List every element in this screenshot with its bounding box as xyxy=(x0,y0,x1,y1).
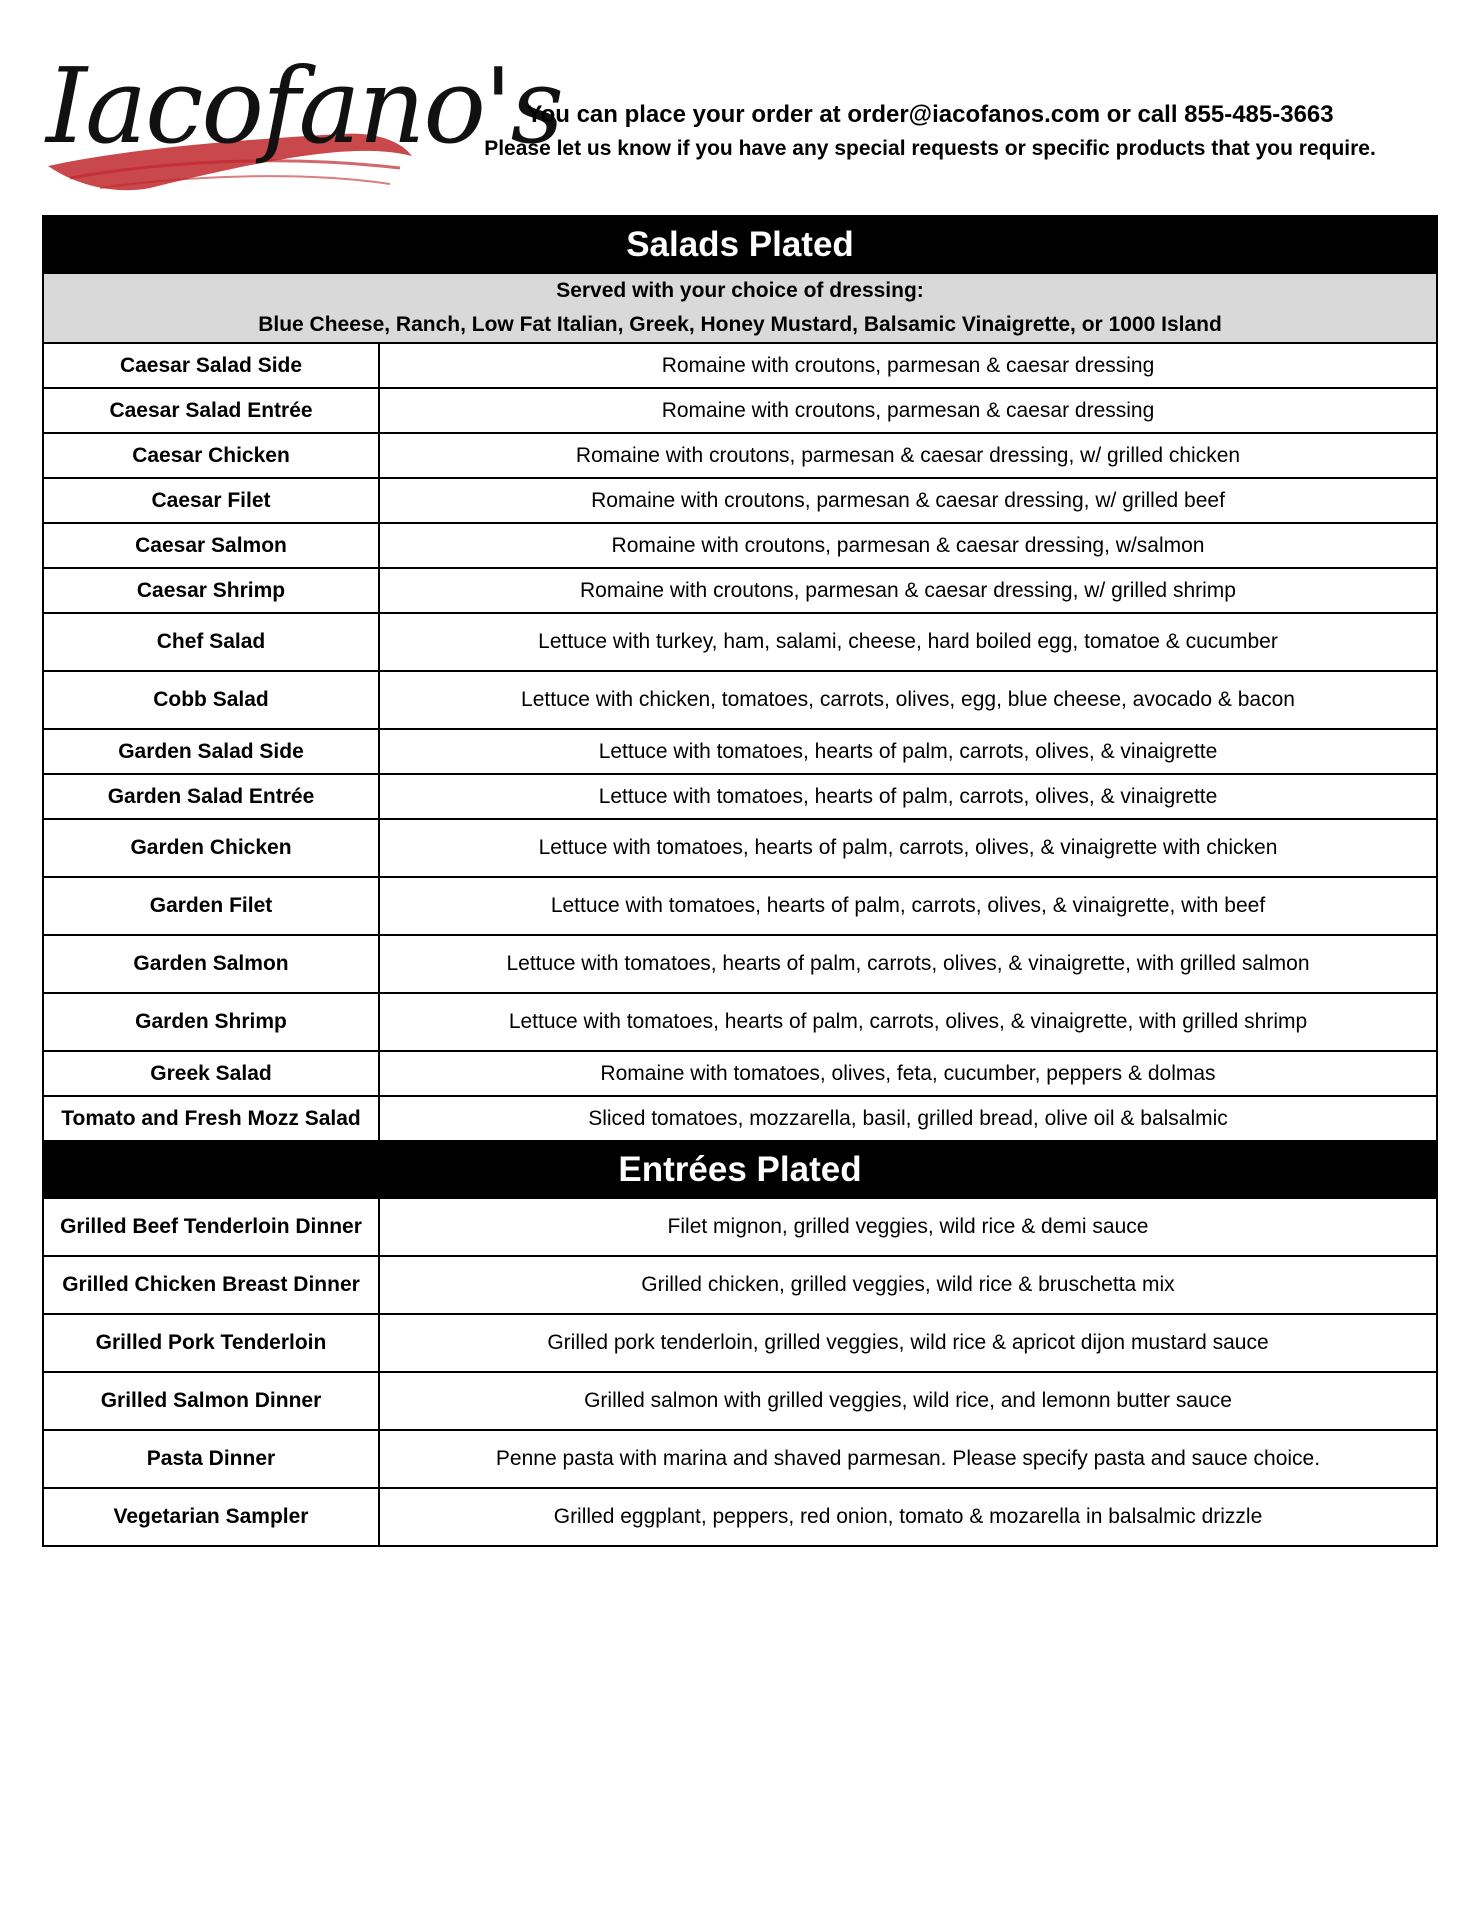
item-name: Vegetarian Sampler xyxy=(43,1488,379,1546)
item-name: Cobb Salad xyxy=(43,671,379,729)
menu-row xyxy=(43,613,1437,671)
item-name: Caesar Salad Side xyxy=(43,343,379,388)
item-name: Pasta Dinner xyxy=(43,1430,379,1488)
item-description: Lettuce with tomatoes, hearts of palm, carrots, olives, & vinaigrette, with beef xyxy=(379,877,1437,935)
contact-order-line: You can place your order at order@iacofanos.com or call 855-485-3663 xyxy=(526,101,1334,128)
menu-row xyxy=(43,1372,1437,1430)
entrees-section-header xyxy=(43,1141,1437,1198)
item-description: Penne pasta with marina and shaved parmesan. Please specify pasta and sauce choice. xyxy=(379,1430,1437,1488)
item-description: Romaine with croutons, parmesan & caesar dressing, w/ grilled beef xyxy=(379,478,1437,523)
item-name: Grilled Salmon Dinner xyxy=(43,1372,379,1430)
item-name: Caesar Shrimp xyxy=(43,568,379,613)
item-description: Romaine with croutons, parmesan & caesar dressing xyxy=(379,388,1437,433)
item-description: Romaine with croutons, parmesan & caesar dressing, w/ grilled shrimp xyxy=(379,568,1437,613)
item-description: Grilled salmon with grilled veggies, wild rice, and lemonn butter sauce xyxy=(379,1372,1437,1430)
item-name: Garden Filet xyxy=(43,877,379,935)
menu-row xyxy=(43,935,1437,993)
item-name: Greek Salad xyxy=(43,1051,379,1096)
menu-row xyxy=(43,343,1437,388)
item-description: Lettuce with tomatoes, hearts of palm, carrots, olives, & vinaigrette, with grilled shrimp xyxy=(379,993,1437,1051)
page-header xyxy=(0,0,1484,215)
item-description: Romaine with tomatoes, olives, feta, cucumber, peppers & dolmas xyxy=(379,1051,1437,1096)
item-name: Caesar Salmon xyxy=(43,523,379,568)
item-name: Garden Chicken xyxy=(43,819,379,877)
item-name: Caesar Filet xyxy=(43,478,379,523)
brand-logo xyxy=(40,38,562,208)
logo-wordmark: Iacofano's xyxy=(46,45,562,167)
menu-row xyxy=(43,433,1437,478)
item-description: Lettuce with turkey, ham, salami, cheese, hard boiled egg, tomatoe & cucumber xyxy=(379,613,1437,671)
item-description: Lettuce with tomatoes, hearts of palm, carrots, olives, & vinaigrette, with grilled salmon xyxy=(379,935,1437,993)
menu-row xyxy=(43,993,1437,1051)
item-description: Romaine with croutons, parmesan & caesar dressing, w/ grilled chicken xyxy=(379,433,1437,478)
menu-row xyxy=(43,1430,1437,1488)
item-name: Caesar Chicken xyxy=(43,433,379,478)
menu-row xyxy=(43,1256,1437,1314)
menu-row xyxy=(43,671,1437,729)
item-description: Sliced tomatoes, mozzarella, basil, grilled bread, olive oil & balsalmic xyxy=(379,1096,1437,1141)
item-name: Garden Shrimp xyxy=(43,993,379,1051)
item-description: Romaine with croutons, parmesan & caesar dressing xyxy=(379,343,1437,388)
menu-row xyxy=(43,388,1437,433)
menu-row xyxy=(43,877,1437,935)
dressing-note-line2: Blue Cheese, Ranch, Low Fat Italian, Greek, Honey Mustard, Balsamic Vinaigrette, or 1000 Island xyxy=(258,313,1222,336)
dressing-note-row xyxy=(43,273,1437,343)
menu-row xyxy=(43,729,1437,774)
item-description: Grilled chicken, grilled veggies, wild rice & bruschetta mix xyxy=(379,1256,1437,1314)
menu-row xyxy=(43,1488,1437,1546)
menu-row xyxy=(43,568,1437,613)
salads-section-header xyxy=(43,216,1437,273)
menu-table xyxy=(42,215,1438,1547)
item-description: Romaine with croutons, parmesan & caesar dressing, w/salmon xyxy=(379,523,1437,568)
menu-row xyxy=(43,478,1437,523)
item-description: Lettuce with tomatoes, hearts of palm, carrots, olives, & vinaigrette xyxy=(379,729,1437,774)
menu-row xyxy=(43,1096,1437,1141)
contact-info xyxy=(405,97,1455,165)
contact-requests-line: Please let us know if you have any special requests or specific products that you require. xyxy=(484,137,1376,160)
dressing-note-line1: Served with your choice of dressing: xyxy=(556,279,924,302)
item-name: Grilled Chicken Breast Dinner xyxy=(43,1256,379,1314)
dressing-note xyxy=(43,273,1437,343)
menu-row xyxy=(43,1051,1437,1096)
item-description: Filet mignon, grilled veggies, wild rice & demi sauce xyxy=(379,1198,1437,1256)
item-name: Grilled Beef Tenderloin Dinner xyxy=(43,1198,379,1256)
salads-title: Salads Plated xyxy=(43,216,1437,273)
entrees-title: Entrées Plated xyxy=(43,1141,1437,1198)
item-description: Lettuce with tomatoes, hearts of palm, carrots, olives, & vinaigrette with chicken xyxy=(379,819,1437,877)
item-name: Chef Salad xyxy=(43,613,379,671)
item-description: Lettuce with tomatoes, hearts of palm, carrots, olives, & vinaigrette xyxy=(379,774,1437,819)
menu-row xyxy=(43,1198,1437,1256)
item-name: Grilled Pork Tenderloin xyxy=(43,1314,379,1372)
item-description: Lettuce with chicken, tomatoes, carrots, olives, egg, blue cheese, avocado & bacon xyxy=(379,671,1437,729)
menu-row xyxy=(43,523,1437,568)
item-name: Garden Salad Entrée xyxy=(43,774,379,819)
item-name: Caesar Salad Entrée xyxy=(43,388,379,433)
item-description: Grilled pork tenderloin, grilled veggies, wild rice & apricot dijon mustard sauce xyxy=(379,1314,1437,1372)
item-name: Garden Salad Side xyxy=(43,729,379,774)
item-name: Tomato and Fresh Mozz Salad xyxy=(43,1096,379,1141)
item-name: Garden Salmon xyxy=(43,935,379,993)
item-description: Grilled eggplant, peppers, red onion, tomato & mozarella in balsalmic drizzle xyxy=(379,1488,1437,1546)
menu-row xyxy=(43,774,1437,819)
menu-row xyxy=(43,1314,1437,1372)
menu-row xyxy=(43,819,1437,877)
